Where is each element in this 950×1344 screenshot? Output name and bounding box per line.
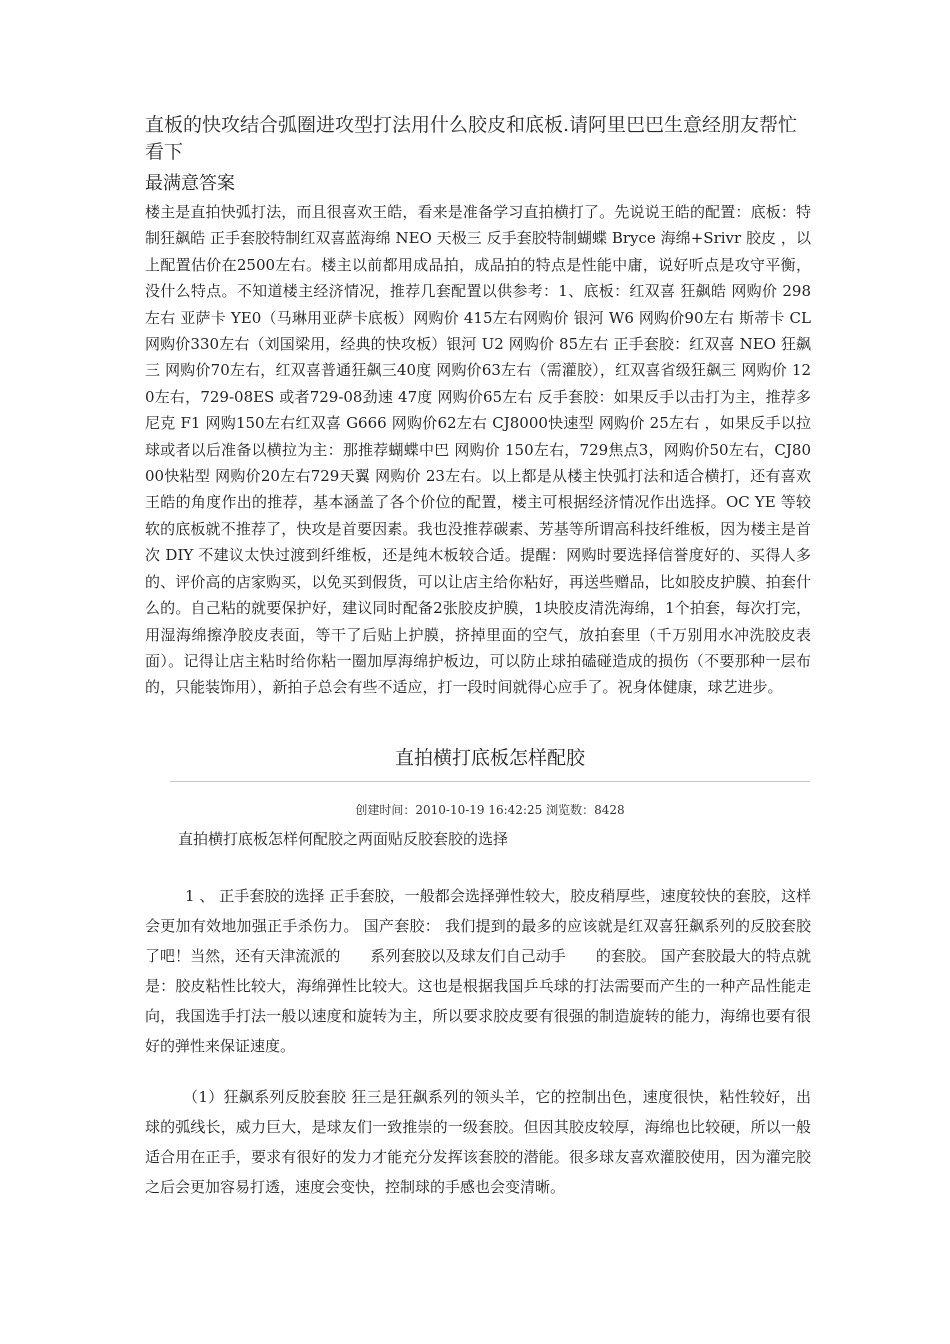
article-meta: 创建时间：2010-10-19 16:42:25 浏览数：8428 (355, 803, 625, 817)
article-subtitle: 直拍横打底板怎样何配胶之两面贴反胶套胶的选择 (178, 830, 509, 848)
article-title: 直拍横打底板怎样配胶 (394, 747, 585, 769)
article-paragraph-1: 1 、 正手套胶的选择 正手套胶，一般都会选择弹性较大，胶皮稍厚些，速度较快的套胶，这样会更加有效地加强正手杀伤力。 国产套胶： 我们提到的最多的应该就是红双喜狂飙系列的反胶套胶了吧！当然，还有天津流派的 系列套胶以及球友们自己动手 的套胶。 国产套胶最大的特点就是：胶皮粘性比较大，海绵弹性比较大。这也是根据我国乒乓球的打法需要而产生的一种产品性能走向，我国选手打法一般以速度和旋转为主，所以要求胶皮要有很强的制造旋转的能力，海绵也要有很好的弹性来保证速度。 (145, 887, 811, 1055)
title-divider (170, 781, 810, 782)
question-title: 直板的快攻结合弧圈进攻型打法用什么胶皮和底板.请阿里巴巴生意经朋友帮忙看下 (145, 114, 798, 163)
article-paragraph-2: （1）狂飙系列反胶套胶 狂三是狂飙系列的领头羊，它的控制出色，速度很快，粘性较好，出球的弧线长，威力巨大，是球友们一致推崇的一级套胶。但因其胶皮较厚，海绵也比较硬，所以一般适合用在正手，要求有很好的发力才能充分发挥该套胶的潜能。很多球友喜欢灌胶使用，因为灌完胶之后会更加容易打透，速度会变快，控制球的手感也会变清晰。 (145, 1088, 811, 1196)
best-answer-label: 最满意答案 (145, 173, 235, 194)
answer-text: 楼主是直拍快弧打法，而且很喜欢王皓，看来是准备学习直拍横打了。先说说王皓的配置：底板：特制狂飙皓 正手套胶特制红双喜蓝海绵 NEO 天极三 反手套胶特制蝴蝶 Bryce 海绵+Srivr 胶皮 ，以上配置估价在2500左右。楼主以前都用成品拍，成品拍的特点是性能中庸，说好听点是攻守平衡，没什么特点。不知道楼主经济情况，推荐几套配置以供参考：1、底板：红双喜 狂飙皓 网购价 298左右 亚萨卡 YE0（马琳用亚萨卡底板）网购价 415左右网购价 银河 W6 网购价90左右 斯蒂卡 CL 网购价330左右（刘国梁用，经典的快攻板）银河 U2 网购价 85左右 正手套胶：红双喜 NEO 狂飙三 网购价70左右，红双喜普通狂飙三40度 网购价63左右（需灌胶），红双喜省级狂飙三 网购价 120左右，729-08ES 或者729-08劲速 47度 网购价65左右 反手套胶：如果反手以击打为主，推荐多尼克 F1 网购150左右红双喜 G666 网购价62左右 CJ8000快速型 网购价 25左右 ，如果反手以拉球或者以后准备以横拉为主：那推荐蝴蝶中巴 网购价 150左右，729焦点3，网购价50左右，CJ8000快粘型 网购价20左右729天翼 网购价 23左右。以上都是从楼主快弧打法和适合横打，还有喜欢王皓的角度作出的推荐，基本涵盖了各个价位的配置，楼主可根据经济情况作出选择。OC YE 等较软的底板就不推荐了，快攻是首要因素。我也没推荐碳素、芳基等所谓高科技纤维板，因为楼主是首次 DIY 不建议太快过渡到纤维板，还是纯木板较合适。提醒：网购时要选择信誉度好的、买得人多的、评价高的店家购买，以免买到假货，可以让店主给你粘好，再送些赠品，比如胶皮护膜、拍套什么的。自己粘的就要保护好，建议同时配备2张胶皮护膜，1块胶皮清洗海绵，1个拍套，每次打完，用湿海绵擦净胶皮表面，等干了后贴上护膜，挤掉里面的空气，放拍套里（千万别用水冲洗胶皮表面）。记得让店主粘时给你粘一圈加厚海绵护板边，可以防止球拍磕碰造成的损伤（不要那种一层布的，只能装饰用），新拍子总会有些不适应，打一段时间就得心应手了。祝身体健康，球艺进步。 (145, 203, 811, 697)
